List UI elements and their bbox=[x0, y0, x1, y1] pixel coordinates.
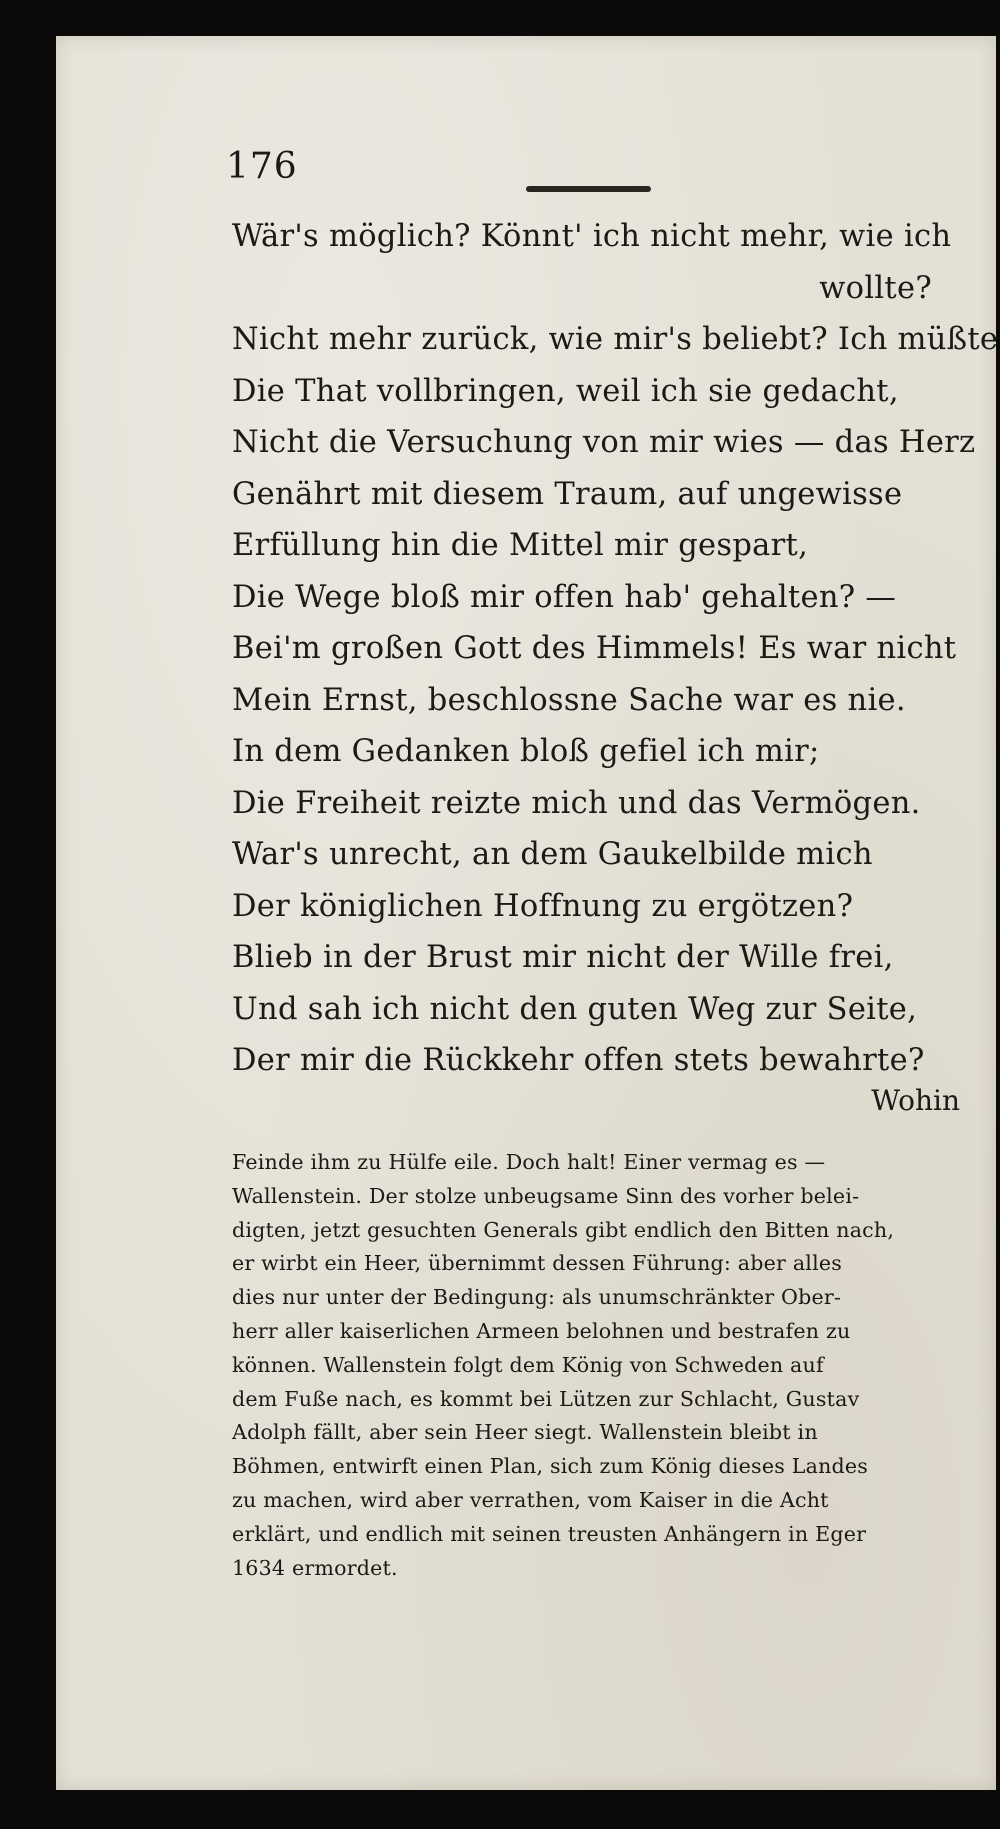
verse-line: War's unrecht, an dem Gaukelbilde mich bbox=[232, 837, 873, 872]
footnote-line: er wirbt ein Heer, übernimmt dessen Führung: aber alles bbox=[232, 1251, 843, 1276]
verse-line: Der mir die Rückkehr offen stets bewahrte? bbox=[232, 1043, 925, 1078]
verse-line: Die That vollbringen, weil ich sie gedacht, bbox=[232, 373, 899, 409]
footnote-line: Adolph fällt, aber sein Heer siegt. Wallenstein bleibt in bbox=[232, 1420, 818, 1445]
verse-line: Blieb in der Brust mir nicht der Wille frei, bbox=[232, 940, 894, 975]
header-ornament-rule bbox=[526, 186, 651, 192]
book-page bbox=[56, 36, 999, 1790]
verse-block bbox=[232, 211, 999, 1087]
verse-line: Die Wege bloß mir offen hab' gehalten? — bbox=[232, 579, 897, 615]
verse-line: Und sah ich nicht den guten Weg zur Seite, bbox=[232, 991, 918, 1027]
catchword: Wohin bbox=[871, 1084, 960, 1117]
verse-line: Genährt mit diesem Traum, auf ungewisse bbox=[232, 476, 903, 512]
page-header bbox=[56, 36, 996, 116]
verse-line: Nicht mehr zurück, wie mir's beliebt? Ich müßte bbox=[232, 322, 999, 357]
verse-line: Die Freiheit reizte mich und das Vermögen. bbox=[232, 785, 921, 821]
footnote-line: Böhmen, entwirft einen Plan, sich zum König dieses Landes bbox=[232, 1454, 869, 1479]
footnote-line: dies nur unter der Bedingung: als unumschränkter Ober- bbox=[232, 1285, 842, 1310]
verse-line: Der königlichen Hoffnung zu ergötzen? bbox=[232, 888, 854, 924]
verse-line: Wär's möglich? Könnt' ich nicht mehr, wie ich bbox=[232, 219, 952, 254]
footnote-line: Feinde ihm zu Hülfe eile. Doch halt! Einer vermag es — bbox=[232, 1150, 826, 1174]
verse-line: Mein Ernst, beschlossne Sache war es nie. bbox=[232, 682, 906, 718]
verse-line: In dem Gedanken bloß gefiel ich mir; bbox=[232, 734, 820, 769]
footnote-line: erklärt, und endlich mit seinen treusten Anhängern in Eger bbox=[232, 1521, 867, 1546]
footnote-line: 1634 ermordet. bbox=[232, 1555, 398, 1580]
page-number: 176 bbox=[226, 146, 298, 187]
footnote-line: Wallenstein. Der stolze unbeugsame Sinn des vorher belei- bbox=[232, 1183, 860, 1208]
footnote-line: zu machen, wird aber verrathen, vom Kaiser in die Acht bbox=[232, 1487, 829, 1512]
footnote-block bbox=[232, 1146, 992, 1585]
footnote-line: können. Wallenstein folgt dem König von Schweden auf bbox=[232, 1352, 824, 1377]
footnote-line: dem Fuße nach, es kommt bei Lützen zur Schlacht, Gustav bbox=[232, 1386, 860, 1411]
verse-line-continuation: wollte? bbox=[819, 270, 932, 306]
footnote-line: digten, jetzt gesuchten Generals gibt endlich den Bitten nach, bbox=[232, 1217, 895, 1242]
verse-line: Nicht die Versuchung von mir wies — das Herz bbox=[232, 425, 976, 460]
verse-line: Erfüllung hin die Mittel mir gespart, bbox=[232, 528, 809, 563]
verse-line: Bei'm großen Gott des Himmels! Es war nicht bbox=[232, 631, 957, 666]
footnote-line: herr aller kaiserlichen Armeen belohnen und bestrafen zu bbox=[232, 1318, 851, 1343]
